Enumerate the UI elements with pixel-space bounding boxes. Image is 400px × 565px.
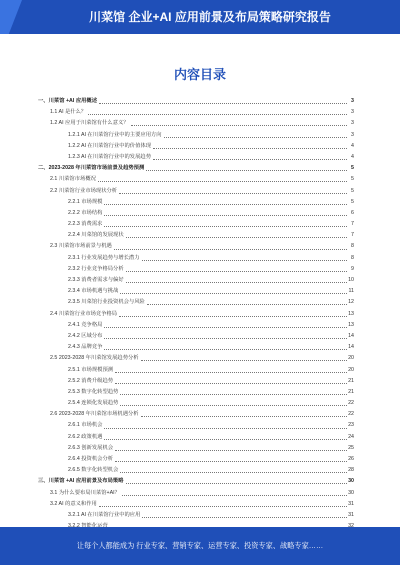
toc-entry-page: 4 [351, 153, 354, 160]
toc-entry[interactable] [38, 130, 354, 141]
toc-heading: 内容目录 [173, 67, 226, 82]
toc-entry[interactable] [38, 219, 354, 230]
toc-dot-leader [104, 424, 347, 429]
footer-slogan: 让每个人都能成为 行业专家、营销专家、运营专家、投资专家、战略专家…… [76, 541, 324, 550]
toc-entry-label: 1.2 AI 应用于川菜馆有什么意义？ [50, 120, 129, 127]
toc-entry[interactable] [38, 432, 354, 443]
toc-entry-label: 2.6 2023-2028 年川菜馆市场机遇分析 [50, 411, 139, 418]
toc-dot-leader [119, 312, 347, 317]
report-title: 川菜馆 企业+AI 应用前景及布局策略研究报告 [89, 10, 331, 24]
toc-entry-label: 2.4.1 竞争格局 [68, 321, 103, 328]
toc-entry-label: 2.2.3 消费需求 [68, 221, 103, 228]
header-accent-shape [0, 0, 22, 34]
toc-dot-leader [164, 133, 347, 138]
toc-entry[interactable] [38, 409, 354, 420]
toc-dot-leader [99, 502, 347, 507]
toc-dot-leader [126, 267, 347, 272]
toc-entry-label: 1.1 AI 是什么？ [50, 109, 87, 116]
toc-entry-label: 3.2.1 AI 在川菜馆行业中的应用 [68, 511, 141, 518]
toc-dot-leader [115, 379, 347, 384]
toc-dot-leader [88, 110, 347, 115]
toc-dot-leader [142, 256, 347, 261]
toc-entry-page: 4 [351, 142, 354, 149]
toc-entry-label: 2.6.2 政策机遇 [68, 433, 103, 440]
toc-entry[interactable] [38, 186, 354, 197]
toc-dot-leader [120, 468, 347, 473]
toc-dot-leader [131, 121, 347, 126]
toc-entry[interactable] [38, 320, 354, 331]
toc-entry-label: 2.4.3 品牌竞争 [68, 344, 103, 351]
toc-entry[interactable] [38, 510, 354, 521]
toc-entry-page: 13 [348, 321, 354, 328]
toc-entry-page: 5 [351, 165, 354, 172]
toc-entry-page: 21 [348, 388, 354, 395]
toc-entry-page: 21 [348, 377, 354, 384]
toc-entry-page: 7 [351, 232, 354, 239]
toc-entry[interactable] [38, 376, 354, 387]
toc-entry-page: 3 [351, 109, 354, 116]
toc-entry-label: 2.4.2 区域分布 [68, 332, 103, 339]
toc-entry-label: 2.3.5 川菜馆行业投资机会与风险 [68, 299, 145, 306]
toc-entry-label: 2.6.3 创新发展机会 [68, 444, 114, 451]
toc-entry[interactable] [38, 141, 354, 152]
toc-entry[interactable] [38, 420, 354, 431]
toc-entry-label: 2.3.4 市场机遇与挑战 [68, 288, 119, 295]
toc-entry-page: 20 [348, 355, 354, 362]
toc-entry-page: 13 [348, 310, 354, 317]
table-of-contents [38, 96, 354, 544]
toc-entry-page: 6 [351, 209, 354, 216]
toc-entry[interactable] [38, 387, 354, 398]
toc-entry[interactable] [38, 253, 354, 264]
toc-dot-leader [104, 435, 347, 440]
toc-entry[interactable] [38, 174, 354, 185]
toc-dot-leader [146, 166, 347, 171]
toc-dot-leader [142, 513, 347, 518]
toc-dot-leader [104, 200, 347, 205]
toc-entry[interactable] [38, 443, 354, 454]
toc-dot-leader [104, 222, 347, 227]
toc-dot-leader [104, 211, 347, 216]
toc-entry-label: 2.2.4 川菜馆的发展现状 [68, 232, 124, 239]
toc-entry-label: 2.5.2 消费升级趋势 [68, 377, 114, 384]
toc-entry-label: 2.3 川菜馆市场前景与机遇 [50, 243, 112, 250]
toc-entry-label: 2.3.1 行业发展趋势与增长潜力 [68, 254, 140, 261]
toc-entry-label: 一、川菜馆 +AI 应用概述 [38, 98, 98, 104]
toc-dot-leader [126, 233, 347, 238]
toc-dot-leader [120, 401, 347, 406]
toc-entry-page: 23 [348, 422, 354, 429]
toc-entry[interactable] [38, 107, 354, 118]
toc-entry[interactable] [38, 241, 354, 252]
toc-entry-label: 2.3.3 消费者需求与偏好 [68, 277, 124, 283]
toc-entry-label: 二、2023-2028 年川菜馆市场前景及趋势预测 [38, 165, 145, 172]
toc-entry[interactable] [38, 365, 354, 376]
toc-entry-page: 7 [351, 221, 354, 228]
toc-entry-label: 2.5.4 连锁化发展趋势 [68, 400, 119, 407]
toc-entry[interactable] [38, 96, 354, 107]
toc-dot-leader [104, 345, 347, 350]
toc-entry[interactable] [38, 230, 354, 241]
toc-entry[interactable] [38, 331, 354, 342]
toc-entry-page: 31 [348, 511, 354, 518]
toc-entry-page: 5 [351, 176, 354, 183]
toc-entry[interactable] [38, 465, 354, 476]
toc-entry-label: 2.5.1 市场规模预测 [68, 366, 114, 373]
toc-entry-page: 31 [348, 500, 354, 507]
toc-entry-page: 30 [348, 478, 354, 485]
toc-entry[interactable] [38, 353, 354, 364]
toc-entry-page: 5 [351, 187, 354, 194]
toc-dot-leader [99, 99, 347, 104]
toc-entry-label: 1.2.3 AI 在川菜馆行业中的发展趋势 [68, 153, 151, 160]
toc-entry-page: 20 [348, 366, 354, 373]
toc-entry-page: 30 [348, 489, 354, 496]
toc-entry[interactable] [38, 286, 354, 297]
toc-entry[interactable] [38, 398, 354, 409]
toc-entry-label: 2.2.1 市场规模 [68, 198, 103, 205]
toc-dot-leader [126, 278, 347, 283]
toc-entry-label: 2.6.1 市场机会 [68, 422, 103, 429]
toc-entry-page: 10 [348, 277, 354, 283]
toc-entry-page: 24 [348, 433, 354, 440]
toc-dot-leader [120, 289, 347, 294]
toc-entry-page: 28 [348, 467, 354, 474]
toc-entry[interactable] [38, 488, 354, 499]
toc-entry[interactable] [38, 152, 354, 163]
toc-dot-leader [115, 457, 347, 462]
toc-dot-leader [147, 300, 347, 305]
toc-entry-label: 2.1 川菜馆市场概况 [50, 176, 96, 183]
toc-dot-leader [122, 491, 347, 496]
toc-dot-leader [114, 245, 347, 250]
toc-entry[interactable] [38, 275, 354, 286]
toc-entry-label: 2.2 川菜馆行业市场现状分析 [50, 187, 118, 194]
toc-entry-label: 1.2.1 AI 在川菜馆行业中的主要应用方向 [68, 131, 162, 138]
toc-dot-leader [153, 155, 347, 160]
toc-entry[interactable] [38, 309, 354, 320]
toc-entry[interactable] [38, 264, 354, 275]
toc-dot-leader [141, 356, 347, 361]
toc-dot-leader [104, 334, 347, 339]
toc-entry-page: 26 [348, 456, 354, 462]
toc-dot-leader [120, 390, 347, 395]
toc-entry-page: 22 [348, 400, 354, 407]
toc-entry-page: 14 [348, 344, 354, 351]
toc-entry-label: 2.6.5 数字化转型机会 [68, 467, 119, 474]
toc-dot-leader [126, 479, 348, 484]
toc-entry-page: 3 [351, 131, 354, 138]
toc-entry[interactable] [38, 118, 354, 129]
toc-entry-label: 1.2.2 AI 在川菜馆行业中的价值体现 [68, 142, 151, 149]
toc-entry-label: 2.5 2023-2028 年川菜馆发展趋势分析 [50, 355, 139, 362]
toc-entry-page: 14 [348, 332, 354, 339]
page-header-bar [0, 0, 400, 34]
toc-dot-leader [115, 368, 347, 373]
toc-entry[interactable] [38, 208, 354, 219]
toc-entry-label: 3.2 AI 的意义和作用 [50, 500, 97, 507]
toc-entry-page: 12 [348, 299, 354, 306]
toc-entry-page: 3 [351, 120, 354, 127]
toc-entry-label: 3.1 为什么要布局川菜馆+AI？ [50, 489, 120, 496]
toc-entry-label: 2.3.2 行业竞争格局分析 [68, 265, 124, 272]
toc-entry[interactable] [38, 499, 354, 510]
toc-entry-page: 8 [351, 243, 354, 250]
toc-entry-page: 5 [351, 198, 354, 205]
toc-entry-label: 2.4 川菜馆行业市场竞争格局 [50, 310, 118, 317]
toc-dot-leader [119, 189, 347, 194]
toc-entry[interactable] [38, 476, 354, 487]
toc-entry-label: 2.2.2 市场结构 [68, 209, 103, 216]
toc-entry-page: 11 [348, 288, 354, 295]
toc-entry[interactable] [38, 342, 354, 353]
toc-entry-page: 3 [351, 98, 354, 104]
toc-entry-label: 2.6.4 投资机会分析 [68, 456, 114, 462]
toc-entry[interactable] [38, 454, 354, 465]
page-footer-bar [0, 527, 400, 565]
toc-entry-page: 8 [351, 254, 354, 261]
toc-entry[interactable] [38, 297, 354, 308]
toc-entry-page: 22 [348, 411, 354, 418]
toc-dot-leader [98, 177, 347, 182]
toc-entry-label: 2.5.3 数字化转型趋势 [68, 388, 119, 395]
toc-dot-leader [141, 412, 347, 417]
toc-entry-page: 9 [351, 265, 354, 272]
toc-entry[interactable] [38, 163, 354, 174]
toc-dot-leader [104, 323, 347, 328]
toc-entry-label: 三、川菜馆 +AI 应用前景及布局策略 [38, 478, 124, 485]
toc-entry-page: 25 [348, 444, 354, 451]
toc-entry[interactable] [38, 197, 354, 208]
toc-dot-leader [153, 144, 347, 149]
toc-dot-leader [115, 446, 347, 451]
